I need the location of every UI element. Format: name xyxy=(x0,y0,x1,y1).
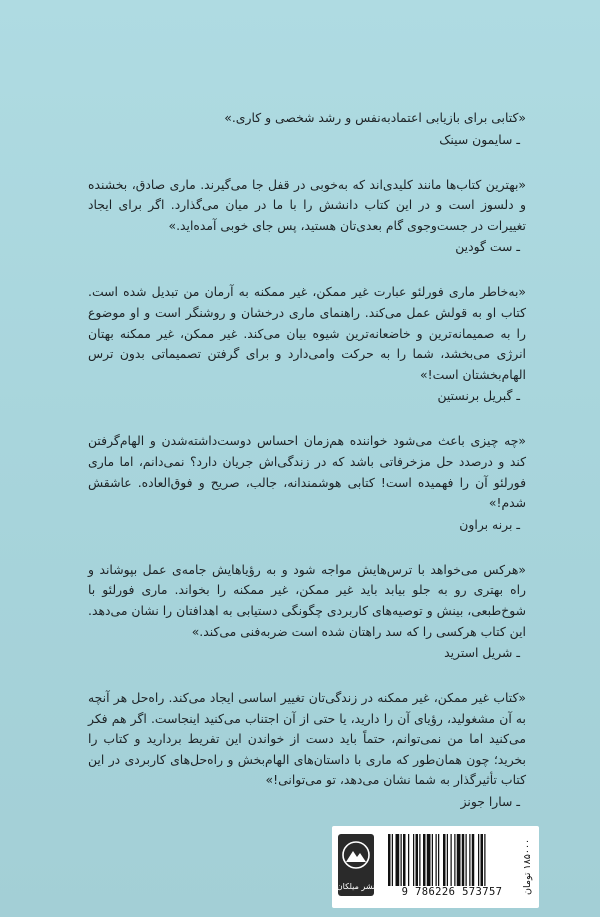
quote-2 xyxy=(88,175,526,258)
quote-text: «کتاب غیر ممکن، غیر ممکنه در زندگی‌تان تغییر اساسی ایجاد می‌کند. راه‌حل هر آنچه به آن مشغولید، رؤیای آن را دارید، یا حتی از آن اجتناب می‌کنید اینجاست. اگر هم فکر می‌کنید اما من نمی‌توانم، حتماً باید دست از خواندن این تفریط بردارید و کتاب را بخرید؛ چون همان‌طور که ماری با داستان‌های الهام‌بخش و راه‌حل‌های کاربردی در این کتاب تأثیرگذار به شما نشان می‌دهد، تو می‌توانی!» xyxy=(88,690,526,788)
publisher-logo xyxy=(338,834,374,896)
quote-author: ـ ست گودین xyxy=(455,239,520,255)
quote-5 xyxy=(88,560,526,663)
quote-author: ـ شریل استرید xyxy=(444,645,520,661)
price-label: ۱۸۵۰۰۰ تومان xyxy=(522,838,533,896)
quote-3 xyxy=(88,282,526,406)
quote-1 xyxy=(88,108,526,150)
quote-6 xyxy=(88,688,526,812)
quote-author: ـ برنه براون xyxy=(459,516,520,532)
quote-text: «چه چیزی باعث می‌شود خواننده هم‌زمان احساس دوست‌داشته‌شدن و الهام‌گرفتن کند و درصدد حل مزخرفاتی باشد که در زندگی‌اش جریان دارد؟ نمی‌دانم، اما ماری فورلئو آن را فهمیده است! کتابی هوشمندانه، جالب، صریح و فوق‌العاده. عاشقش شدم!» xyxy=(88,433,526,511)
mountain-icon xyxy=(341,840,371,870)
quotes-block xyxy=(88,108,526,812)
barcode-panel xyxy=(332,826,539,908)
isbn-number: 9 786226 573757 xyxy=(401,886,503,898)
quote-text: «کتابی برای بازیابی اعتمادبه‌نفس و رشد شخصی و کاری.» xyxy=(224,110,526,125)
quote-text: «به‌خاطر ماری فورلئو عبارت غیر ممکن، غیر ممکنه به آرمان من تبدیل شده است. کتاب او به قولش عمل می‌کند. راهنمای ماری درخشان و روشنگر است و او موضوع را به صمیمانه‌ترین و خاضعانه‌ترین شیوه بیان می‌کند. غیر ممکن، غیر ممکنه بهتان انرژی می‌بخشد، شما را به حرکت وامی‌دارد و برای گرفتن تصمیماتی بدون ترس الهام‌بخشتان است!» xyxy=(88,284,526,382)
barcode-icon xyxy=(388,834,518,886)
publisher-name: نشر میلکان xyxy=(336,882,376,891)
quote-author: ـ سایمون سینک xyxy=(439,131,520,147)
quote-text: «بهترین کتاب‌ها مانند کلیدی‌اند که به‌خوبی در قفل جا می‌گیرند. ماری صادق، بخشنده و دلسوز است و در این کتاب دانشش را با ما در میان می‌گذارد. اگر برای ایجاد تغییرات در جست‌وجوی گام بعدی‌تان هستید، پس جای خوبی آمده‌اید.» xyxy=(88,176,526,233)
quote-text: «هرکس می‌خواهد با ترس‌هایش مواجه شود و به رؤیاهایش جامه‌ی عمل بپوشاند و راه بهتری رو به جلو بیابد باید غیر ممکن، غیر ممکنه را بخواند. ماری فورلئو با شوخ‌طبعی، بینش و توصیه‌های کاربردی چگونگی دستیابی به اهدافتان را نشان می‌دهد. این کتاب هرکسی را که سد راهتان شده است ضربه‌فنی می‌کند.» xyxy=(88,561,526,639)
quote-author: ـ سارا جونز xyxy=(460,794,520,810)
quote-author: ـ گبریل برنستین xyxy=(437,388,520,404)
quote-4 xyxy=(88,431,526,534)
